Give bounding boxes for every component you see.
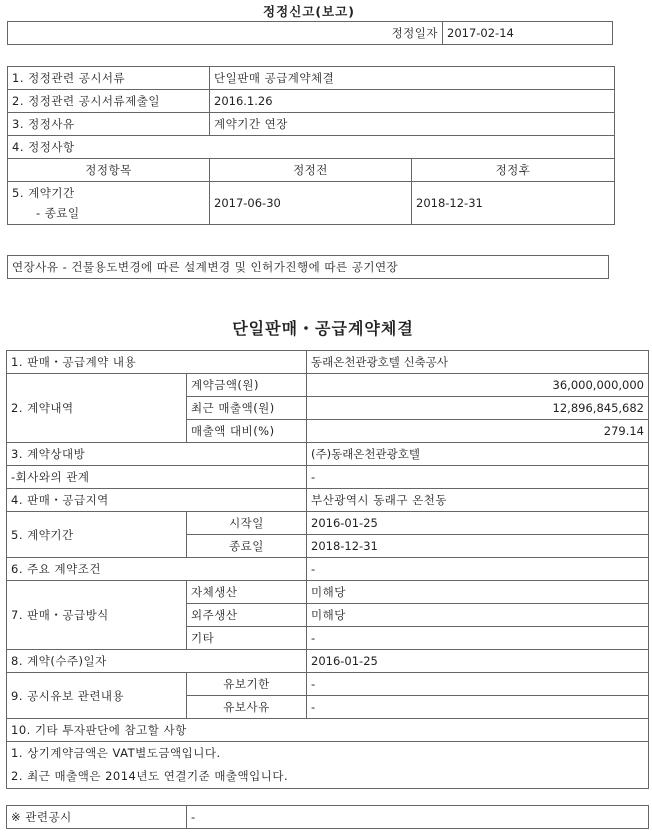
- contract-label: 3. 계약상대방: [7, 443, 307, 466]
- note-line: 2. 최근 매출액은 2014년도 연결기준 매출액입니다.: [11, 769, 289, 783]
- table-row: [7, 489, 649, 512]
- contract-table: [6, 350, 649, 789]
- contract-sublabel: 외주생산: [187, 604, 307, 627]
- related-disclosure-label: ※ 관련공시: [7, 806, 187, 829]
- correction-date-table: [7, 21, 613, 45]
- contract-value: 미해당: [307, 581, 649, 604]
- correction-before-value: 2017-06-30: [210, 182, 412, 225]
- correction-row-value: 2016.1.26: [210, 90, 615, 113]
- table-row: [8, 182, 615, 225]
- contract-value: 동래온천관광호텔 신축공사: [307, 351, 649, 374]
- contract-sublabel: 최근 매출액(원): [187, 397, 307, 420]
- column-header: 정정항목: [8, 159, 210, 182]
- contract-label: 9. 공시유보 관련내용: [7, 673, 187, 719]
- correction-item-cell: [8, 182, 210, 225]
- table-row: [7, 581, 649, 604]
- table-row: [8, 136, 615, 159]
- contract-value: 12,896,845,682: [307, 397, 649, 420]
- contract-value: 2016-01-25: [307, 512, 649, 535]
- correction-row-value: 단일판매 공급계약체결: [210, 67, 615, 90]
- contract-sublabel: 시작일: [187, 512, 307, 535]
- contract-value: -: [307, 696, 649, 719]
- contract-value: -: [307, 466, 649, 489]
- contract-title: 단일판매・공급계약체결: [232, 319, 414, 338]
- contract-value: -: [307, 627, 649, 650]
- contract-label: 8. 계약(수주)일자: [7, 650, 307, 673]
- related-disclosure-table: [6, 805, 649, 829]
- note-line: 1. 상기계약금액은 VAT별도금액입니다.: [11, 746, 221, 760]
- column-header: 정정전: [210, 159, 412, 182]
- correction-title: 정정신고(보고): [263, 4, 355, 19]
- contract-label: 5. 계약기간: [7, 512, 187, 558]
- column-header: 정정후: [412, 159, 615, 182]
- contract-label: 7. 판매・공급방식: [7, 581, 187, 650]
- contract-value: 부산광역시 동래구 온천동: [307, 489, 649, 512]
- related-disclosure-value: -: [187, 806, 649, 829]
- table-row: [8, 67, 615, 90]
- contract-value: 2016-01-25: [307, 650, 649, 673]
- contract-sublabel: 유보사유: [187, 696, 307, 719]
- correction-reason-table: [7, 255, 609, 279]
- table-row: [7, 512, 649, 535]
- contract-label: 2. 계약내역: [7, 374, 187, 443]
- contract-label: 10. 기타 투자판단에 참고할 사항: [7, 719, 649, 742]
- correction-date-label: 정정일자: [8, 22, 443, 45]
- contract-label: 4. 판매・공급지역: [7, 489, 307, 512]
- correction-item-sublabel: - 종료일: [36, 206, 80, 220]
- contract-value: -: [307, 673, 649, 696]
- table-row: [8, 90, 615, 113]
- correction-reason: 연장사유 - 건물용도변경에 따른 설계변경 및 인허가진행에 따른 공기연장: [8, 256, 609, 279]
- contract-label: 1. 판매・공급계약 내용: [7, 351, 307, 374]
- contract-sublabel: 기타: [187, 627, 307, 650]
- table-row: [7, 443, 649, 466]
- contract-sublabel: 유보기한: [187, 673, 307, 696]
- table-row: [7, 466, 649, 489]
- correction-detail-table: [7, 66, 615, 225]
- correction-row-value: 계약기간 연장: [210, 113, 615, 136]
- contract-label: -회사와의 관계: [7, 466, 307, 489]
- table-row: [7, 673, 649, 696]
- notes-cell: [7, 742, 649, 789]
- table-row: [8, 113, 615, 136]
- contract-value: 미해당: [307, 604, 649, 627]
- contract-label: 6. 주요 계약조건: [7, 558, 307, 581]
- correction-after-value: 2018-12-31: [412, 182, 615, 225]
- table-header-row: [8, 159, 615, 182]
- contract-value: 279.14: [307, 420, 649, 443]
- correction-date-value: 2017-02-14: [443, 22, 613, 45]
- table-row: [7, 719, 649, 742]
- correction-row-label: 1. 정정관련 공시서류: [8, 67, 210, 90]
- contract-value: 36,000,000,000: [307, 374, 649, 397]
- table-row: [7, 558, 649, 581]
- table-row: [7, 351, 649, 374]
- contract-value: (주)동래온천관광호텔: [307, 443, 649, 466]
- table-row: [7, 742, 649, 789]
- correction-items-label: 4. 정정사항: [8, 136, 615, 159]
- correction-row-label: 2. 정정관련 공시서류제출일: [8, 90, 210, 113]
- contract-value: 2018-12-31: [307, 535, 649, 558]
- contract-sublabel: 자체생산: [187, 581, 307, 604]
- table-row: [7, 374, 649, 397]
- contract-sublabel: 계약금액(원): [187, 374, 307, 397]
- correction-row-label: 3. 정정사유: [8, 113, 210, 136]
- table-row: [7, 650, 649, 673]
- correction-item-label: 5. 계약기간: [12, 186, 75, 200]
- contract-value: -: [307, 558, 649, 581]
- contract-sublabel: 매출액 대비(%): [187, 420, 307, 443]
- contract-sublabel: 종료일: [187, 535, 307, 558]
